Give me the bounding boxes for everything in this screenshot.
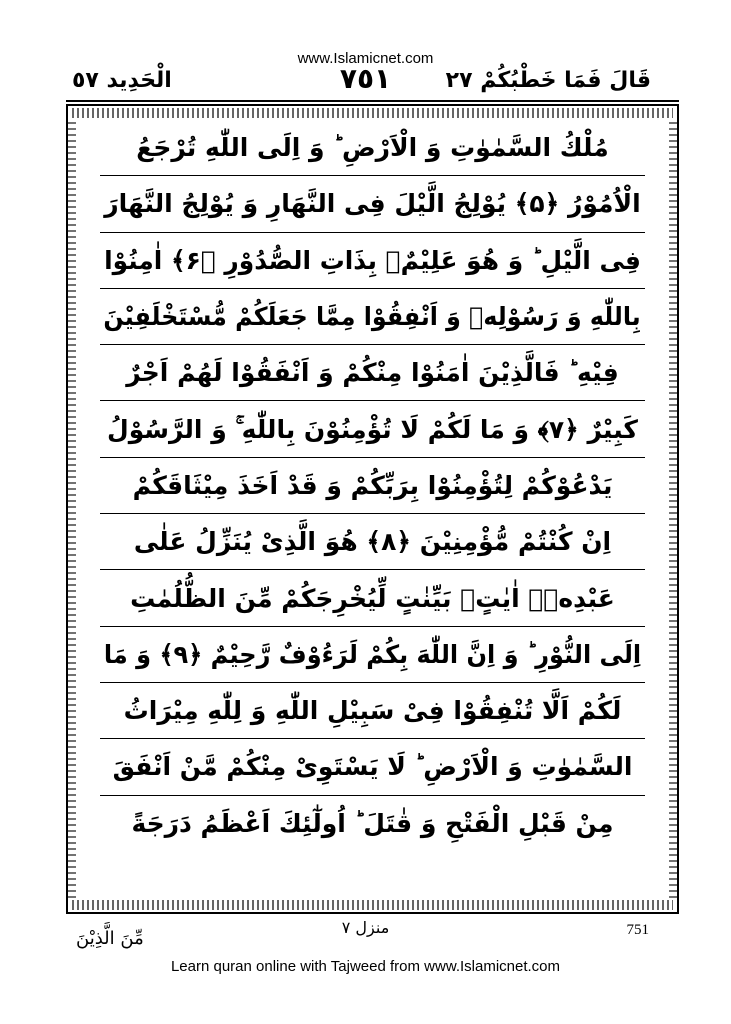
- catchword: مِّنَ الَّذِيْنَ: [76, 928, 144, 949]
- website-url[interactable]: www.Islamicnet.com: [297, 50, 434, 67]
- surah-title: الْحَدِيد ٥٧: [72, 68, 172, 93]
- ornamental-border-left: [68, 120, 76, 898]
- text-line: [100, 345, 645, 401]
- text-line: [100, 458, 645, 514]
- ornamental-border-top: [72, 108, 673, 118]
- text-block: [100, 120, 645, 898]
- footer-page-number: 751: [626, 922, 649, 938]
- line-text: السَّمٰوٰتِ وَ الْاَرْضِ ؕ لَا يَسْتَوِىْ مِنْكُمْ مَّنْ اَنْفَقَ: [112, 752, 633, 782]
- line-text: كَبِيْرٌ ﴿۷﴾ وَ مَا لَكُمْ لَا تُؤْمِنُوْنَ بِاللّٰهِ ۚ وَ الرَّسُوْلُ: [107, 414, 638, 444]
- footer-tagline[interactable]: Learn quran online with Tajweed from www.Islamicnet.com: [170, 958, 561, 975]
- text-line: [100, 289, 645, 345]
- line-text: عَبْدِهٖۤ اٰيٰتٍۭ بَيِّنٰتٍ لِّيُخْرِجَكُمْ مِّنَ الظُّلُمٰتِ: [130, 583, 615, 613]
- text-line: [100, 233, 645, 289]
- arabic-page-number: ٧٥١: [339, 62, 392, 95]
- text-line: [100, 683, 645, 739]
- line-text: اِنْ كُنْتُمْ مُّؤْمِنِيْنَ ﴿۸﴾ هُوَ الَّذِىْ يُنَزِّلُ عَلٰى: [133, 527, 612, 557]
- juz-title: قَالَ فَمَا خَطْبُكُمْ ٢٧: [445, 68, 651, 93]
- ornamental-border-right: [669, 120, 677, 898]
- text-line: [100, 739, 645, 795]
- line-text: اِلَى النُّوْرِ ؕ وَ اِنَّ اللّٰهَ بِكُمْ لَرَءُوْفٌ رَّحِيْمٌ ﴿۹﴾ وَ مَا: [103, 639, 642, 669]
- line-text: فِى الَّيْلِ ؕ وَ هُوَ عَلِيْمٌۢ بِذَاتِ الصُّدُوْرِ ﴿۶﴾ اٰمِنُوْا: [104, 245, 641, 275]
- line-text: يَدْعُوْكُمْ لِتُؤْمِنُوْا بِرَبِّكُمْ وَ قَدْ اَخَذَ مِيْثَاقَكُمْ: [132, 470, 613, 500]
- text-line: [100, 176, 645, 232]
- text-line: [100, 570, 645, 626]
- text-line: [100, 514, 645, 570]
- ornamental-border-bottom: [72, 900, 673, 910]
- text-line: [100, 627, 645, 683]
- line-text: مِنْ قَبْلِ الْفَتْحِ وَ قٰتَلَ ؕ اُولٰٓئِكَ اَعْظَمُ دَرَجَةً: [131, 809, 614, 839]
- line-text: مُلْكُ السَّمٰوٰتِ وَ الْاَرْضِ ؕ وَ اِلَى اللّٰهِ تُرْجَعُ: [136, 133, 609, 163]
- manzil-label: منزل ٧: [341, 918, 390, 937]
- line-text: الْاُمُوْرُ ﴿۵﴾ يُوْلِجُ الَّيْلَ فِى النَّهَارِ وَ يُوْلِجُ النَّهَارَ: [104, 189, 641, 219]
- text-line: [100, 796, 645, 852]
- line-text: فِيْهِ ؕ فَالَّذِيْنَ اٰمَنُوْا مِنْكُمْ وَ اَنْفَقُوْا لَهُمْ اَجْرٌ: [126, 358, 619, 388]
- page-frame: [66, 104, 679, 914]
- header-rule: [66, 100, 679, 102]
- text-line: [100, 120, 645, 176]
- line-text: بِاللّٰهِ وَ رَسُوْلِهٖ وَ اَنْفِقُوْا مِمَّا جَعَلَكُمْ مُّسْتَخْلَفِيْنَ: [103, 302, 642, 332]
- text-line: [100, 401, 645, 457]
- line-text: لَكُمْ اَلَّا تُنْفِقُوْا فِىْ سَبِيْلِ اللّٰهِ وَ لِلّٰهِ مِيْرَاثُ: [123, 696, 622, 726]
